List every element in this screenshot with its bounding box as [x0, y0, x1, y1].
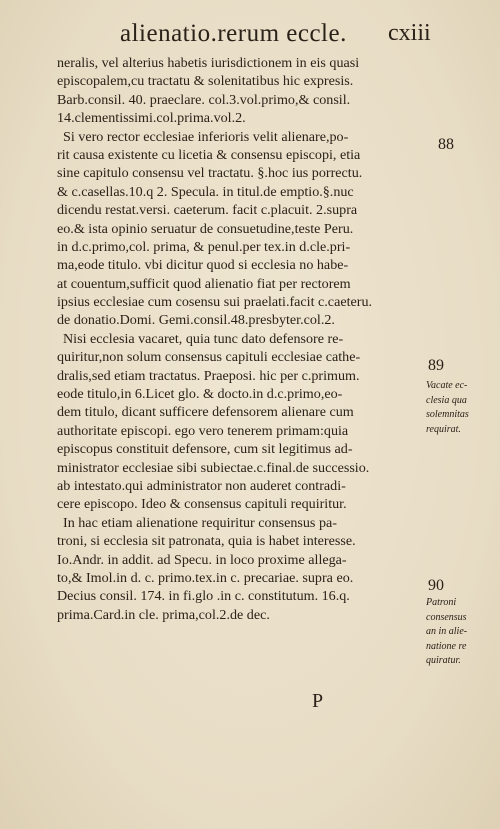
- main-text-column: [57, 54, 424, 624]
- text-line: prima.Card.in cle. prima,col.2.de dec.: [57, 606, 270, 623]
- text-line: Si vero rector ecclesiae inferioris velit alienare,po-: [63, 128, 349, 145]
- signature-mark: P: [312, 690, 324, 712]
- margin-note-patron: [426, 596, 500, 669]
- text-line: & c.casellas.10.q 2. Specula. in titul.de emptio.§.nuc: [57, 183, 354, 200]
- section-number-90: 90: [428, 577, 444, 594]
- margin-note-line: solemnitas: [426, 409, 469, 420]
- text-line: dicendu restat.versi. caeterum. facit c.placuit. 2.supra: [57, 202, 358, 219]
- text-line: Nisi ecclesia vacaret, quia tunc dato defensore re-: [63, 330, 344, 347]
- text-line: dem titulo, dicant sufficere defensorem alienare cum: [57, 404, 354, 421]
- margin-note-line: Patroni: [426, 597, 457, 608]
- text-line: cere episcopo. Ideo & consensus capituli requiritur.: [57, 496, 347, 513]
- margin-note-line: consensus: [426, 611, 467, 623]
- text-line: sine capitulo consensu vel tractatu. §.hoc ius porrectu.: [57, 165, 363, 182]
- text-line: ipsius ecclesiae cum cosensu sui praelati.facit c.caeteru.: [57, 294, 373, 311]
- page-header: [0, 18, 500, 52]
- folio-number: cxiii: [388, 20, 431, 46]
- margin-note-line: an in alie-: [426, 626, 468, 637]
- text-line: Barb.consil. 40. praeclare. col.3.vol.primo,& consil.: [57, 91, 351, 108]
- text-line: dralis,sed etiam tractatus. Praeposi. hic per c.primum.: [57, 367, 360, 384]
- text-line: ab intestato.qui administrator non auderet contradi-: [57, 477, 346, 494]
- section-number-89: 89: [428, 357, 444, 374]
- margin-note-line: clesia qua: [426, 394, 467, 406]
- text-line: 14.clementissimi.col.prima.vol.2.: [57, 110, 246, 127]
- text-line: troni, si ecclesia sit patronata, quia is habet interesse.: [57, 533, 356, 550]
- text-line: quiritur,non solum consensus capituli ecclesiae cathe-: [57, 349, 361, 366]
- text-line: in d.c.primo,col. prima, & penul.per tex.in d.cle.pri-: [57, 238, 351, 255]
- text-line: ministrator ecclesiae sibi subiectae.c.final.de successio.: [57, 459, 370, 476]
- text-line: de donatio.Domi. Gemi.consil.48.presbyter.col.2.: [57, 312, 335, 329]
- text-line: authoritate episcopi. ego vero tenerem primam:quia: [57, 422, 349, 439]
- section-number-88: 88: [438, 136, 454, 153]
- text-line: eode titulo,in 6.Licet glo. & docto.in d.c.primo,eo-: [57, 386, 343, 403]
- text-line: ma,eode titulo. vbi dicitur quod si ecclesia no habe-: [57, 257, 349, 274]
- text-line: episcopalem,cu tractatu & solenitatibus hic expresis.: [57, 73, 354, 90]
- text-line: In hac etiam alienatione requiritur consensus pa-: [63, 514, 337, 531]
- text-line: Decius consil. 174. in fi.glo .in c. constitutum. 16.q.: [57, 588, 350, 605]
- margin-note-line: requirat.: [426, 423, 461, 435]
- margin-note-vacancy: [426, 379, 500, 437]
- margin-note-line: quiratur.: [426, 655, 461, 666]
- running-title: alienatio.rerum eccle.: [120, 20, 347, 47]
- margin-note-line: Vacate ec-: [426, 380, 468, 391]
- text-line: Io.Andr. in addit. ad Specu. in loco proxime allega-: [57, 551, 347, 568]
- text-line: eo.& ista opinio seruatur de consuetudine,teste Peru.: [57, 220, 354, 237]
- text-line: rit causa existente cu licetia & consensu episcopi, etia: [57, 146, 361, 163]
- text-line: neralis, vel alterius habetis iurisdictionem in eis quasi: [57, 55, 360, 71]
- margin-note-line: natione re: [426, 640, 467, 652]
- text-line: episcopus constituit defensore, cum sit legitimus ad-: [57, 441, 353, 458]
- text-line: at couentum,sufficit quod alienatio fiat per rectorem: [57, 275, 351, 292]
- text-line: to,& Imol.in d. c. primo.tex.in c. precariae. supra eo.: [57, 569, 354, 586]
